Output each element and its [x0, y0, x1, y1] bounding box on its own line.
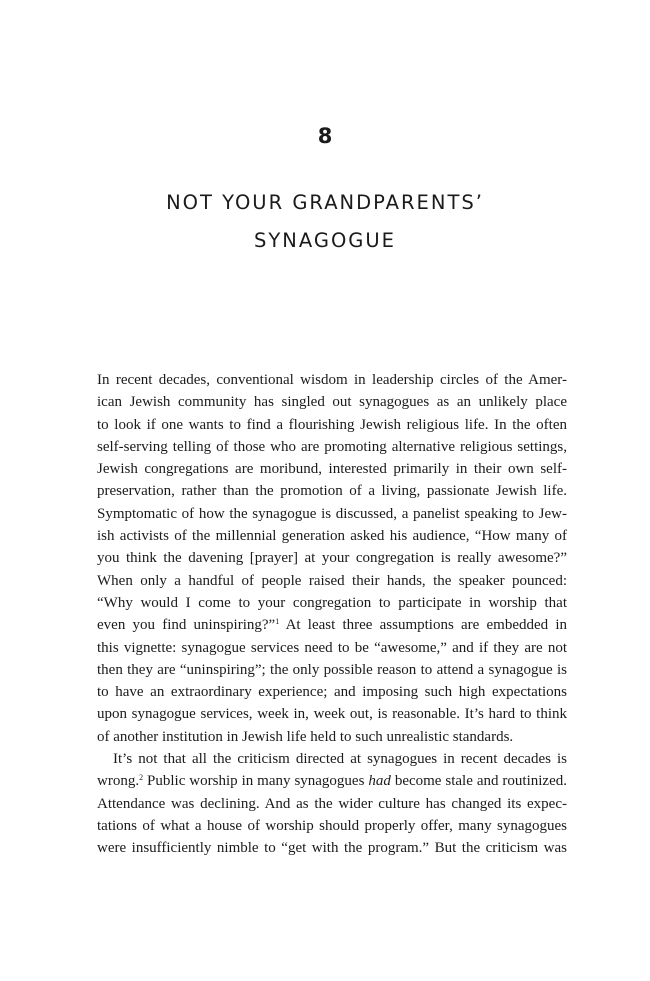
- text-line: Jewish congregations are moribund, interested primarily in their own self-: [97, 461, 567, 478]
- text-line: Symptomatic of how the synagogue is discussed, a panelist speaking to Jew-: [97, 505, 567, 522]
- text-line: It’s not that all the criticism directed at synagogues in recent decades is: [113, 751, 567, 768]
- paragraph-1: [97, 369, 567, 748]
- text-line: then they are “uninspiring”; the only possible reason to attend a synagogue is: [97, 661, 567, 678]
- text-line: you think the davening [prayer] at your congregation is really awesome?”: [97, 550, 567, 567]
- text-run: At least three assumptions are embedded in: [279, 617, 567, 634]
- text-line: In recent decades, conventional wisdom in leadership circles of the Amer-: [97, 372, 567, 388]
- text-line: self-serving telling of those who are promoting alternative religious settings,: [97, 438, 567, 455]
- text-run: Public worship in many synagogues: [143, 773, 369, 790]
- text-run: even you find uninspiring?”: [97, 617, 276, 634]
- text-line: Attendance was declining. And as the wider culture has changed its expec-: [97, 795, 567, 812]
- body-text: [97, 369, 567, 860]
- text-line: ish activists of the millennial generation asked his audience, “How many of: [97, 528, 567, 545]
- emphasis-text: had: [368, 773, 391, 790]
- chapter-title-line-2: SYNAGOGUE: [253, 229, 397, 252]
- text-line: tations of what a house of worship should properly offer, many synagogues: [97, 817, 567, 834]
- text-line: upon synagogue services, week in, week out, is reasonable. It’s hard to think: [97, 706, 567, 723]
- chapter-title: [0, 184, 650, 260]
- chapter-number: 8: [317, 124, 333, 148]
- text-run: wrong.: [97, 773, 140, 790]
- footnote-ref-1: 1: [275, 617, 280, 627]
- text-line: When only a handful of people raised their hands, the speaker pounced:: [97, 572, 567, 589]
- chapter-title-line-1: NOT YOUR GRANDPARENTS’: [166, 191, 484, 214]
- text-line: [97, 614, 567, 636]
- text-line: to look if one wants to find a flourishing Jewish religious life. In the often: [97, 416, 567, 433]
- text-line: were insufficiently nimble to “get with the program.” But the criticism was: [97, 840, 567, 857]
- text-line: [97, 770, 567, 792]
- text-line: this vignette: synagogue services need to be “awesome,” and if they are not: [97, 639, 567, 656]
- text-line: to have an extraordinary experience; and imposing such high expectations: [97, 684, 567, 701]
- paragraph-2: [97, 748, 567, 859]
- text-line: preservation, rather than the promotion of a living, passionate Jewish life.: [97, 483, 567, 500]
- text-line: of another institution in Jewish life held to such unrealistic standards.: [97, 728, 514, 745]
- footnote-ref-2: 2: [139, 773, 144, 783]
- text-run: become stale and routinized.: [390, 773, 567, 790]
- text-line: “Why would I come to your congregation to participate in worship that: [97, 594, 567, 611]
- text-line: ican Jewish community has singled out synagogues as an unlikely place: [97, 394, 567, 411]
